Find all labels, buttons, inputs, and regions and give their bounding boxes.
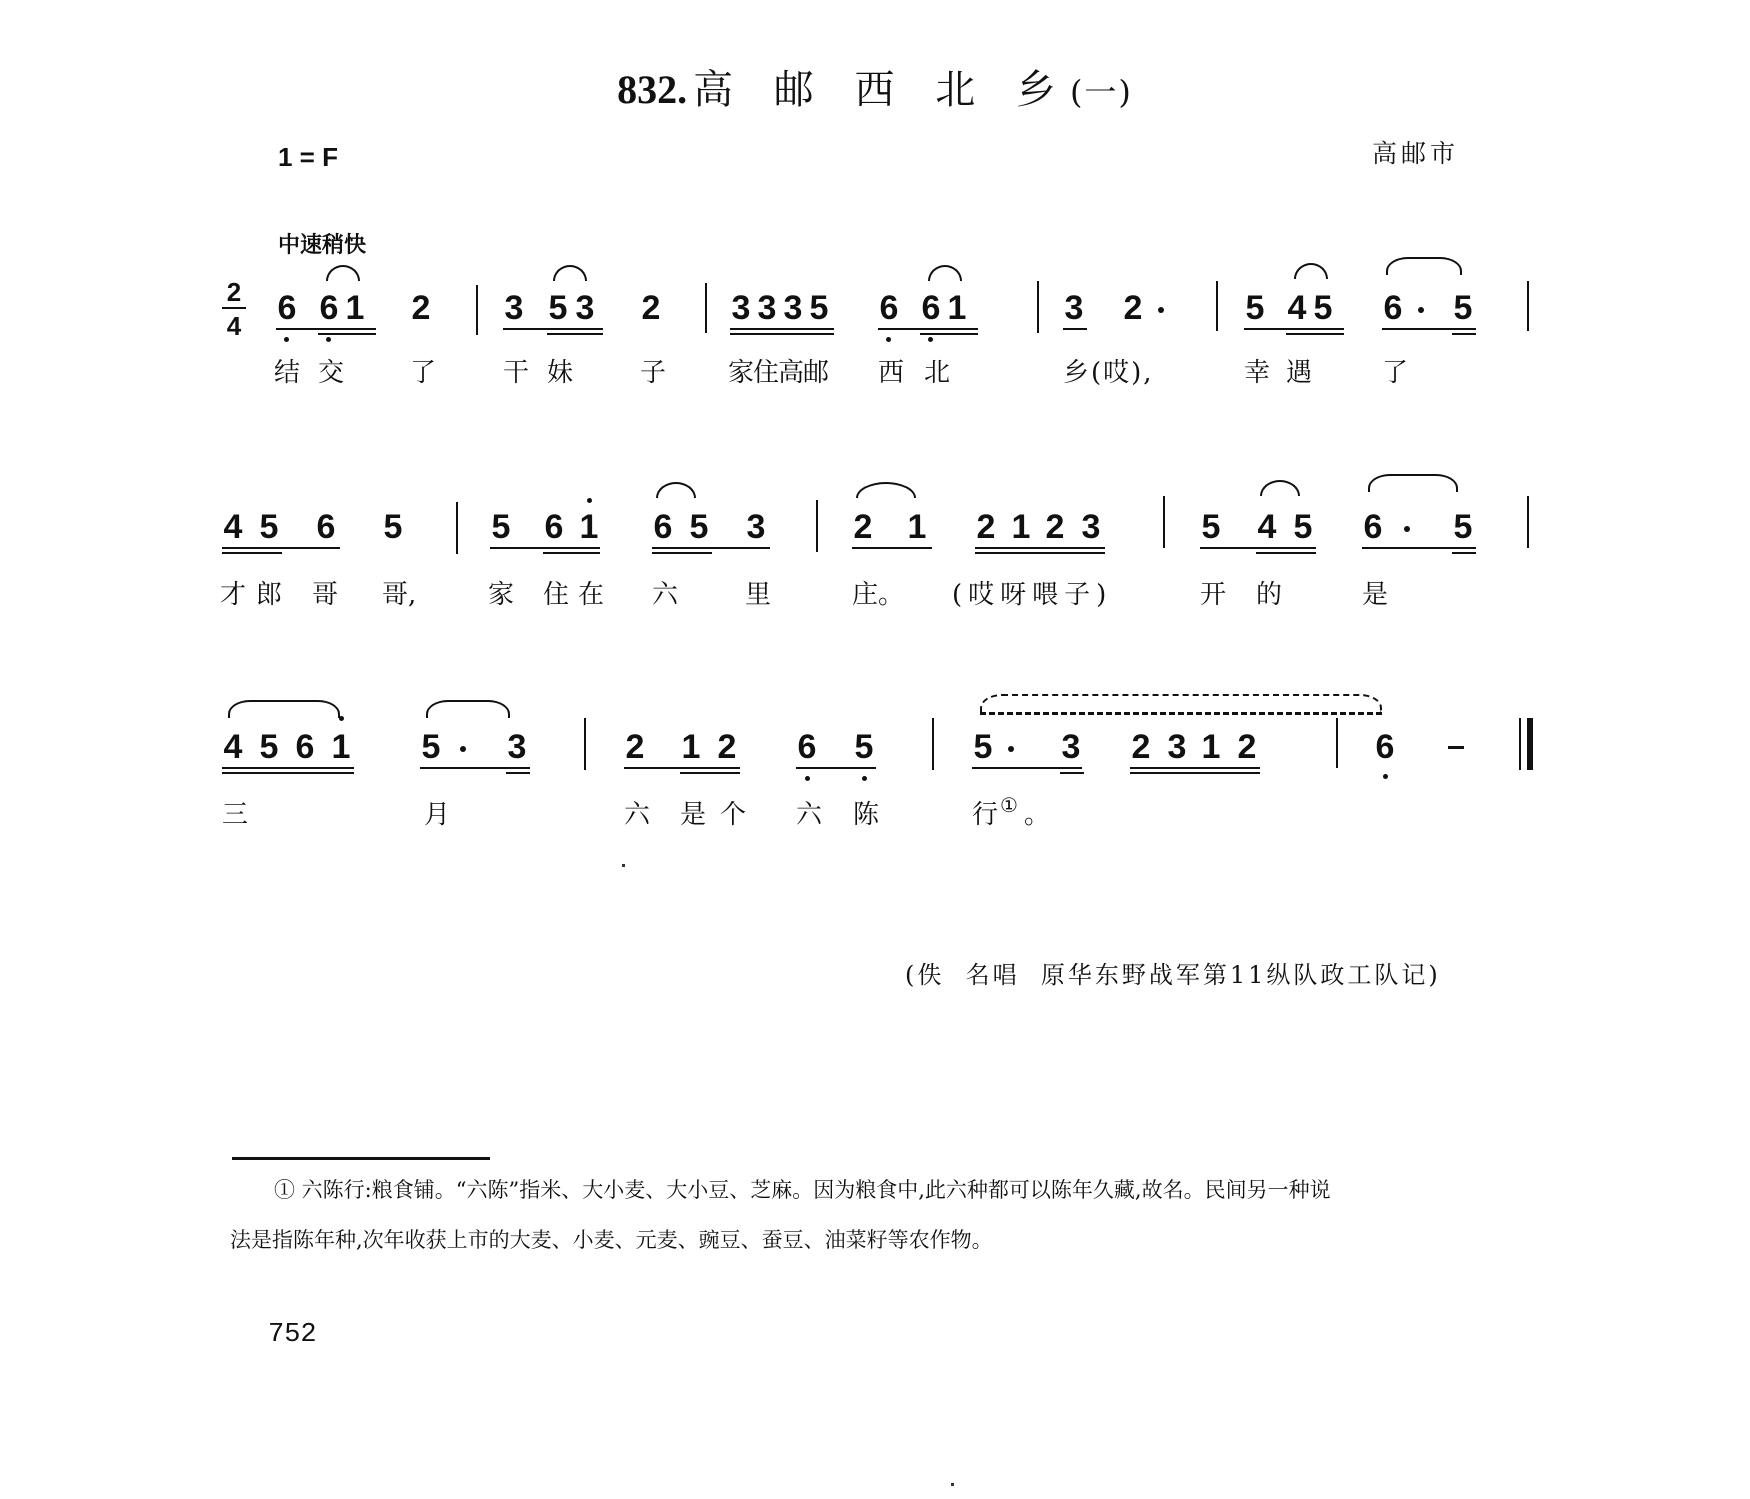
note: 6 <box>316 508 336 546</box>
underline-eighth <box>1130 767 1260 769</box>
slur <box>326 265 360 281</box>
lyric: 是 <box>1362 580 1389 610</box>
bar-line <box>816 500 818 552</box>
underline-sixteenth <box>1286 333 1344 335</box>
tempo-marking: 中速稍快 <box>278 232 367 258</box>
note: 1 <box>579 508 599 546</box>
song-number: 832. <box>617 67 688 112</box>
underline-eighth <box>1244 328 1344 330</box>
lyric: 交 <box>318 358 345 388</box>
lyric: 幸 <box>1244 358 1271 388</box>
note: 5 <box>491 508 511 546</box>
note: 3 <box>507 728 527 766</box>
underline-eighth <box>503 328 603 330</box>
slur <box>980 694 1382 715</box>
note: 6 <box>544 508 564 546</box>
note: 4 <box>1257 508 1277 546</box>
underline-eighth <box>1063 328 1087 330</box>
underline-sixteenth <box>222 552 282 554</box>
note: 4 <box>223 728 243 766</box>
underline-sixteenth <box>1452 552 1476 554</box>
underline-eighth <box>652 547 770 549</box>
note: 2 <box>411 289 431 327</box>
lyric: 北 <box>924 358 951 388</box>
note: 1 <box>345 289 365 327</box>
time-signature-line <box>222 307 246 309</box>
lyric: 哥 <box>312 580 339 610</box>
augmentation-dot <box>1008 746 1014 752</box>
underline-sixteenth <box>1060 772 1084 774</box>
note: 1 <box>1201 728 1221 766</box>
note: 6 <box>797 728 817 766</box>
lyric: 郎 <box>256 580 283 610</box>
note: 5 <box>259 728 279 766</box>
footnote <box>230 1165 1560 1265</box>
note: 5 <box>1245 289 1265 327</box>
note: 3 <box>1064 289 1084 327</box>
final-bar-thick <box>1527 718 1533 770</box>
lyric: 了 <box>410 358 437 388</box>
note: 5 <box>383 508 403 546</box>
note: 5 <box>259 508 279 546</box>
note: 3 <box>783 289 803 327</box>
bar-line <box>1527 281 1529 331</box>
lyric: 家 <box>488 580 515 610</box>
high-octave-dot <box>587 498 592 503</box>
underline-sixteenth <box>652 552 712 554</box>
low-octave-dot <box>1383 774 1388 779</box>
bar-line <box>1527 496 1529 548</box>
page-number: 752 <box>268 1320 317 1350</box>
underline-eighth <box>222 767 354 769</box>
footnote-rule <box>232 1157 490 1160</box>
bar-line <box>1336 718 1338 768</box>
slur <box>1368 474 1458 492</box>
underline-sixteenth <box>506 772 530 774</box>
underline-sixteenth <box>1256 552 1316 554</box>
footnote-marker: ① <box>1000 793 1018 817</box>
note: 2 <box>625 728 645 766</box>
underline-sixteenth <box>920 333 978 335</box>
time-signature-top: 2 <box>226 277 242 307</box>
slur <box>426 700 510 718</box>
note: 6 <box>653 508 673 546</box>
underline-eighth <box>490 547 600 549</box>
bar-line <box>932 718 934 770</box>
song-title-text: 高 邮 西 北 乡 <box>693 67 1070 113</box>
bar-line <box>1216 281 1218 331</box>
lyric: 六 <box>624 800 651 830</box>
lyric: 干 <box>503 358 530 388</box>
note: 5 <box>1453 289 1473 327</box>
lyric: 了 <box>1382 358 1409 388</box>
bar-line <box>1037 281 1039 333</box>
lyric: 行 <box>972 800 999 830</box>
underline-eighth <box>624 767 740 769</box>
note: 5 <box>689 508 709 546</box>
note: 5 <box>1453 508 1473 546</box>
lyric: 家住高邮 <box>728 358 829 388</box>
lyric: (哎呀喂子) <box>952 580 1113 610</box>
note: 5 <box>548 289 568 327</box>
low-octave-dot <box>928 337 933 342</box>
underline-eighth <box>1382 328 1476 330</box>
note: 6 <box>1363 508 1383 546</box>
lyric: 乡(哎), <box>1063 358 1154 388</box>
note: 5 <box>973 728 993 766</box>
lyric: 在 <box>578 580 605 610</box>
underline-eighth <box>276 328 376 330</box>
region-label: 高邮市 <box>1372 139 1460 168</box>
lyric: 哥, <box>382 580 417 610</box>
underline-eighth <box>972 767 1082 769</box>
key-signature: 1 = F <box>278 142 338 172</box>
underline-sixteenth <box>1130 772 1260 774</box>
slur <box>928 265 962 281</box>
lyric: 结 <box>274 358 301 388</box>
slur <box>1260 480 1300 496</box>
performer-credit: (佚 名唱 原华东野战军第11纵队政工队记) <box>905 961 1441 989</box>
underline-eighth <box>878 328 978 330</box>
note: 2 <box>1123 289 1143 327</box>
slur <box>1294 263 1328 279</box>
underline-sixteenth <box>547 333 603 335</box>
lyric: 六 <box>652 580 679 610</box>
note: 1 <box>947 289 967 327</box>
slur <box>656 482 696 498</box>
time-signature-bottom: 4 <box>226 311 242 341</box>
bar-line <box>1163 496 1165 548</box>
note: 3 <box>504 289 524 327</box>
underline-eighth <box>420 767 530 769</box>
slur <box>856 482 916 498</box>
lyric: 六 <box>796 800 823 830</box>
note: 2 <box>1045 508 1065 546</box>
footnote-line-2: 法是指陈年种,次年收获上市的大麦、小麦、元麦、豌豆、蚕豆、油菜籽等农作物。 <box>230 1228 993 1252</box>
note: 5 <box>421 728 441 766</box>
underline-eighth <box>796 767 876 769</box>
lyric: 才 <box>220 580 247 610</box>
note: 3 <box>1081 508 1101 546</box>
lyric: 遇 <box>1286 358 1313 388</box>
slur <box>1386 257 1462 275</box>
underline-eighth <box>852 547 932 549</box>
scan-speck <box>951 1483 954 1486</box>
scan-speck <box>622 864 625 867</box>
score-line-1 <box>0 255 1750 405</box>
note: 5 <box>1293 508 1313 546</box>
extension-dash <box>1448 746 1464 749</box>
augmentation-dot <box>1418 307 1424 313</box>
note: 1 <box>331 728 351 766</box>
lyric: 陈 <box>853 800 880 830</box>
note: 6 <box>879 289 899 327</box>
note: 3 <box>757 289 777 327</box>
bar-line <box>705 283 707 333</box>
lyric: 里 <box>745 580 772 610</box>
lyric: 庄。 <box>852 580 905 610</box>
note: 2 <box>1237 728 1257 766</box>
underline-eighth <box>222 547 340 549</box>
underline-sixteenth <box>680 772 740 774</box>
low-octave-dot <box>886 337 891 342</box>
underline-sixteenth <box>975 552 1105 554</box>
bar-line <box>456 502 458 554</box>
note: 2 <box>1131 728 1151 766</box>
note: 3 <box>1061 728 1081 766</box>
note: 2 <box>853 508 873 546</box>
note: 1 <box>907 508 927 546</box>
note: 3 <box>1167 728 1187 766</box>
note: 2 <box>717 728 737 766</box>
lyric: 西 <box>878 358 905 388</box>
augmentation-dot <box>460 746 466 752</box>
note: 6 <box>277 289 297 327</box>
note: 6 <box>1383 289 1403 327</box>
lyric: 个 <box>720 800 747 830</box>
note: 4 <box>223 508 243 546</box>
note: 1 <box>1011 508 1031 546</box>
note: 6 <box>1375 728 1395 766</box>
footnote-line-1: ① 六陈行:粮食铺。“六陈”指米、大小麦、大小豆、芝麻。因为粮食中,此六种都可以陈年久藏,故名。民间另一种说 <box>274 1178 1331 1202</box>
underline-eighth <box>730 328 834 330</box>
underline-eighth <box>1362 547 1476 549</box>
low-octave-dot <box>805 776 810 781</box>
note: 6 <box>921 289 941 327</box>
lyric: 子 <box>640 358 667 388</box>
lyric: 三 <box>222 800 249 830</box>
note: 6 <box>319 289 339 327</box>
lyric: 妹 <box>547 358 574 388</box>
low-octave-dot <box>326 337 331 342</box>
slur <box>553 265 587 281</box>
lyric: 月 <box>424 800 451 830</box>
slur <box>228 700 340 718</box>
song-title-suffix: (一) <box>1069 73 1133 111</box>
underline-sixteenth <box>1452 333 1476 335</box>
note: 3 <box>575 289 595 327</box>
note: 2 <box>976 508 996 546</box>
underline-sixteenth <box>222 772 354 774</box>
underline-eighth <box>1200 547 1316 549</box>
lyric: 。 <box>1024 800 1051 830</box>
song-title <box>0 58 1750 115</box>
augmentation-dot <box>1404 526 1410 532</box>
low-octave-dot <box>284 337 289 342</box>
underline-eighth <box>975 547 1105 549</box>
note: 4 <box>1287 289 1307 327</box>
bar-line <box>584 718 586 770</box>
note: 3 <box>746 508 766 546</box>
note: 2 <box>641 289 661 327</box>
underline-sixteenth <box>730 333 834 335</box>
lyric: 的 <box>1256 580 1283 610</box>
low-octave-dot <box>862 776 867 781</box>
lyric: 是 <box>680 800 707 830</box>
note: 5 <box>1313 289 1333 327</box>
note: 3 <box>731 289 751 327</box>
augmentation-dot <box>1158 307 1164 313</box>
note: 6 <box>295 728 315 766</box>
lyric: 住 <box>543 580 570 610</box>
note: 5 <box>854 728 874 766</box>
bar-line <box>476 285 478 335</box>
final-bar-thin <box>1519 718 1521 770</box>
note: 5 <box>1201 508 1221 546</box>
note: 1 <box>681 728 701 766</box>
underline-sixteenth <box>318 333 376 335</box>
note: 5 <box>809 289 829 327</box>
lyric: 开 <box>1200 580 1227 610</box>
underline-sixteenth <box>543 552 600 554</box>
